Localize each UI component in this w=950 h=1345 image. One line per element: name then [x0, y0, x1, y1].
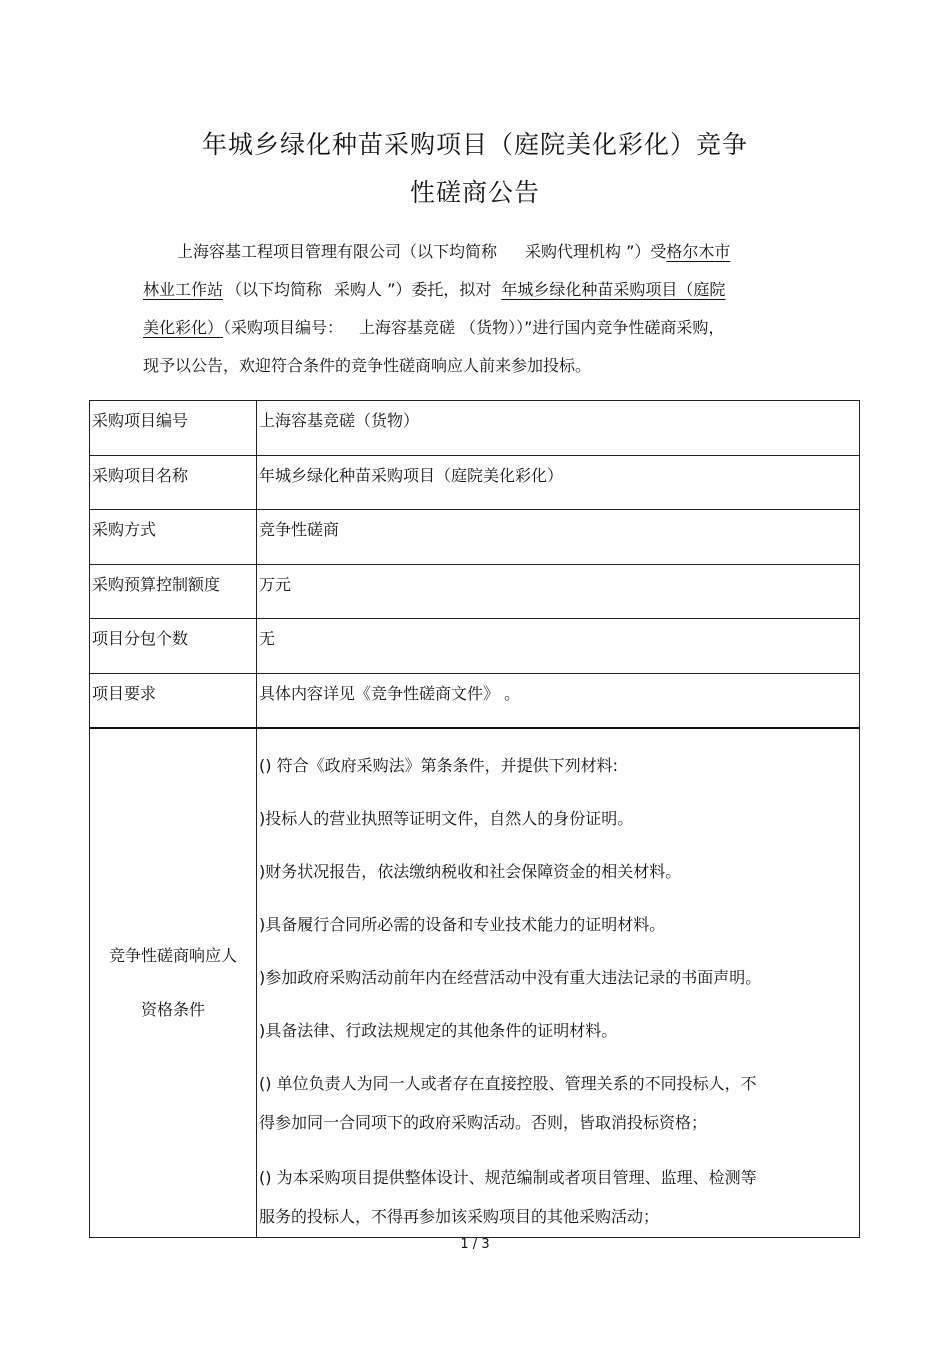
qualification-item: )财务状况报告，依法缴纳税收和社会保障资金的相关材料。 [259, 861, 682, 881]
row-value: 年城乡绿化种苗采购项目（庭院美化彩化） [257, 455, 860, 510]
qualification-item: )具备法律、行政法规规定的其他条件的证明材料。 [259, 1020, 618, 1040]
qualification-label-line-2: 资格条件 [140, 999, 205, 1019]
qualification-item: )投标人的营业执照等证明文件，自然人的身份证明。 [259, 808, 634, 828]
purchaser-name-part: 格尔木市 [666, 242, 731, 261]
table-row [90, 564, 860, 619]
row-label: 采购项目编号 [90, 401, 257, 456]
table-row [90, 455, 860, 510]
qualification-label-line-1: 竞争性磋商响应人 [108, 945, 237, 965]
table-row [90, 401, 860, 456]
row-value: 竞争性磋商 [257, 510, 860, 565]
procurement-info-table [89, 400, 860, 1238]
intro-line-4: 现予以公告，欢迎符合条件的竞争性磋商响应人前来参加投标。 [143, 356, 592, 375]
table-row [90, 619, 860, 674]
qualification-item-8-line-1: () 为本采购项目提供整体设计、规范编制或者项目管理、监理、检测等 [259, 1167, 757, 1187]
row-value: 上海容基竞磋（货物） [257, 401, 860, 456]
row-label: 项目分包个数 [90, 619, 257, 674]
qualification-requirements [257, 728, 860, 1238]
intro-text: 上海容基竞磋 （货物））”进行国内竞争性磋商采购， [359, 318, 725, 337]
intro-text: 上海容基工程项目管理有限公司（以下均简称 [177, 242, 498, 261]
qualification-item: )参加政府采购活动前年内在经营活动中没有重大违法记录的书面声明。 [259, 967, 762, 987]
page-number: 1 / 3 [460, 1237, 490, 1252]
intro-line-3 [143, 309, 823, 347]
project-name-part: 美化彩化） [143, 318, 224, 337]
qualification-item: () 符合《政府采购法》第条条件，并提供下列材料: [259, 755, 618, 775]
purchaser-name-part: 林业工作站 [143, 280, 224, 299]
intro-line-1 [143, 233, 823, 271]
row-value: 无 [257, 619, 860, 674]
intro-text: 采购代理机构 ”）受 [525, 242, 667, 261]
qualification-label [90, 728, 257, 1238]
intro-text: （以下均简称 [226, 280, 323, 299]
intro-line-2 [143, 271, 823, 309]
intro-text: （采购项目编号： [223, 318, 344, 337]
intro-text: 采购人 ”）委托，拟对 [334, 280, 492, 299]
table-row [90, 673, 860, 728]
document-title-line-1: 年城乡绿化种苗采购项目（庭院美化彩化）竞争 [201, 130, 748, 159]
qualification-item-7-line-1: () 单位负责人为同一人或者存在直接控股、管理关系的不同投标人，不 [259, 1073, 757, 1093]
qualification-item-8-line-2: 服务的投标人，不得再参加该采购项目的其他采购活动； [259, 1206, 660, 1226]
row-label: 采购项目名称 [90, 455, 257, 510]
row-label: 采购方式 [90, 510, 257, 565]
qualification-item-7-line-2: 得参加同一合同项下的政府采购活动。否则，皆取消投标资格； [259, 1112, 708, 1132]
project-name-part: 年城乡绿化种苗采购项目（庭院 [501, 280, 726, 299]
row-value: 具体内容详见《竞争性磋商文件》 。 [257, 673, 860, 728]
qualification-item: )具备履行合同所必需的设备和专业技术能力的证明材料。 [259, 914, 666, 934]
row-value: 万元 [257, 564, 860, 619]
row-label: 采购预算控制额度 [90, 564, 257, 619]
intro-paragraph [143, 233, 823, 385]
qualification-row [90, 728, 860, 1238]
table-row [90, 510, 860, 565]
document-title-line-2: 性磋商公告 [409, 178, 540, 207]
row-label: 项目要求 [90, 673, 257, 728]
